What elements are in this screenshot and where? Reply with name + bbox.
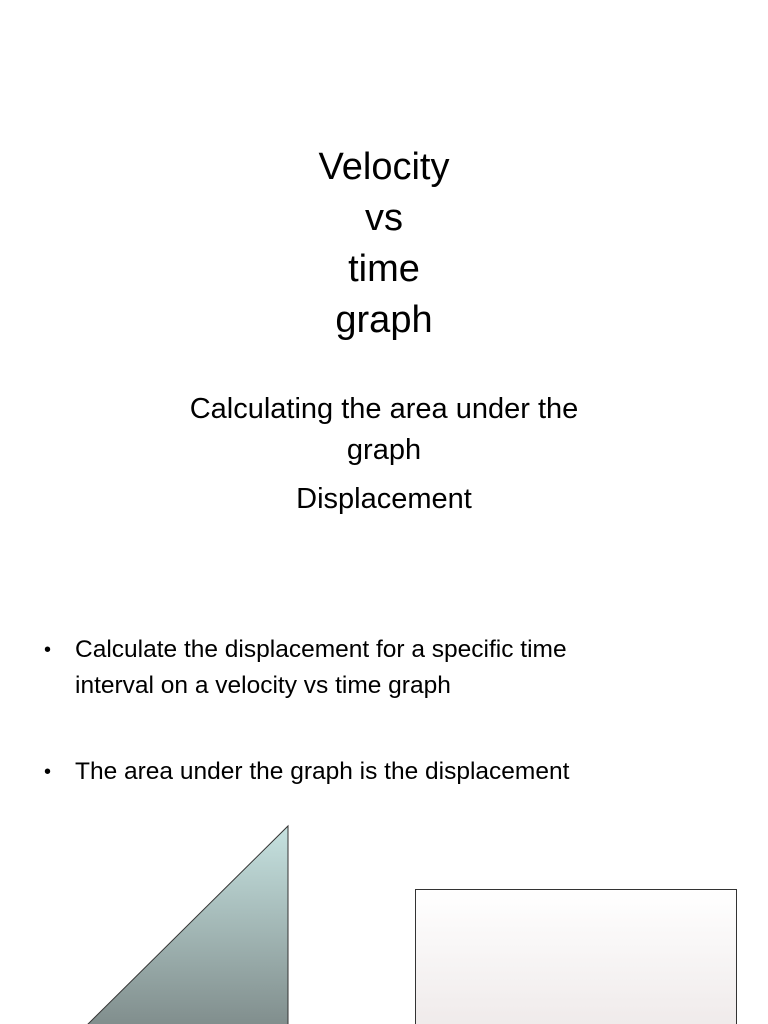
- bullet-1-line-1: Calculate the displacement for a specific time: [75, 636, 567, 663]
- bullet-item-1: [44, 632, 744, 704]
- bullet-2-line-1: The area under the graph is the displacement: [75, 758, 570, 785]
- subtitle-line-3: Displacement: [296, 483, 472, 515]
- triangle-shape: [82, 826, 288, 1024]
- rectangle-shape: [416, 890, 737, 1024]
- title-line-time: time: [348, 248, 420, 290]
- bullet-list: [44, 632, 744, 790]
- subtitle-line-1: Calculating the area under the: [189, 393, 579, 425]
- subtitle-line-2: graph: [346, 434, 422, 466]
- slide-subtitle: [0, 389, 768, 520]
- title-line-velocity: Velocity: [318, 146, 450, 188]
- bullet-marker: •: [44, 639, 52, 661]
- bullet-marker: •: [44, 761, 52, 783]
- slide-title: [0, 142, 768, 346]
- bullet-1-line-2: interval on a velocity vs time graph: [75, 672, 451, 699]
- bullet-item-2: [44, 754, 744, 790]
- title-line-graph: graph: [335, 299, 433, 341]
- title-line-vs: vs: [365, 197, 403, 239]
